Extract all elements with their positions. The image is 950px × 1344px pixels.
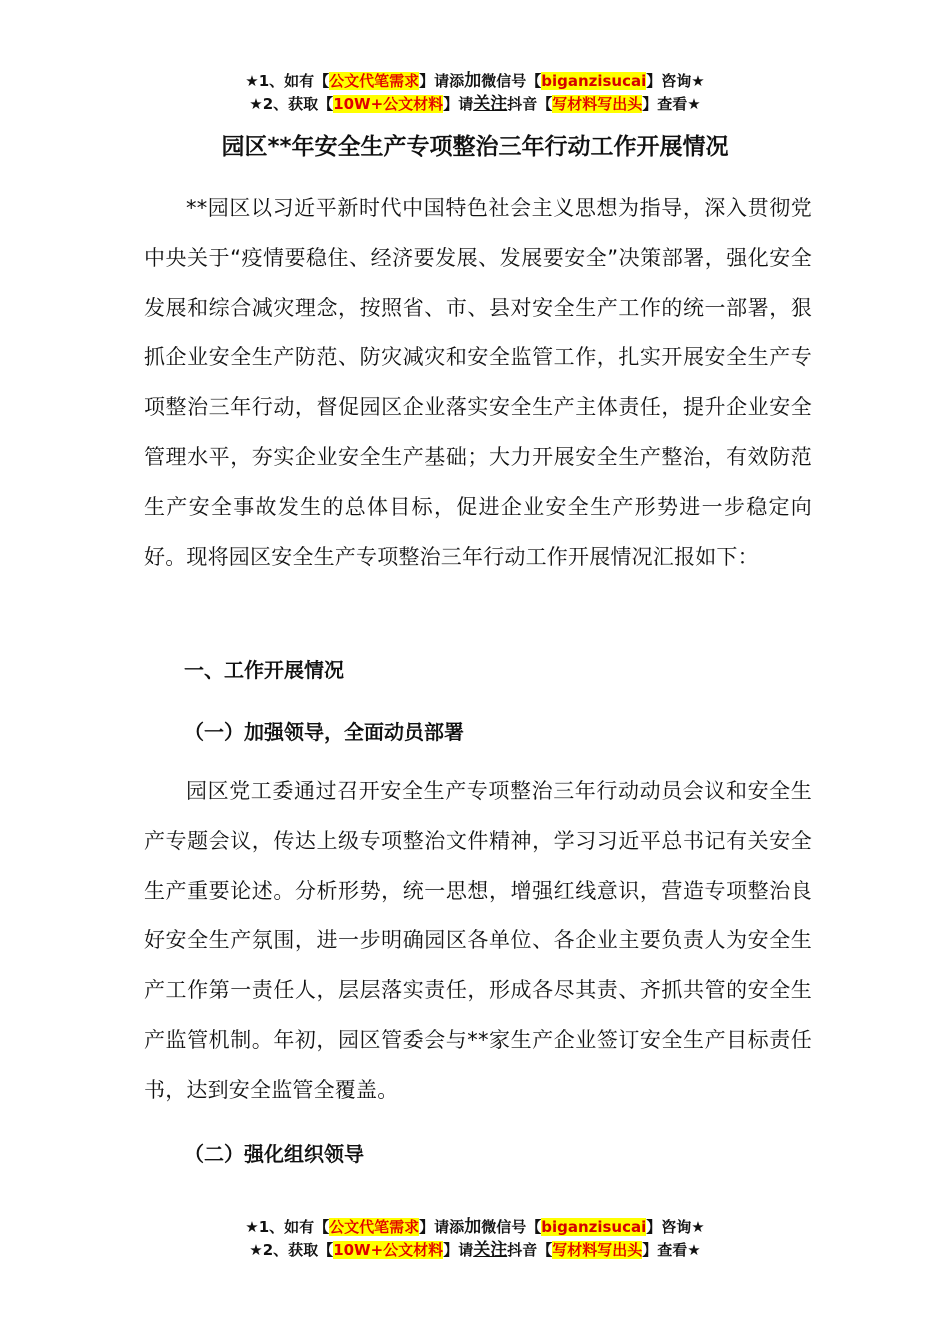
footer-line2-suffix: 】查看★ [642,1241,701,1259]
footer-banner-line-2 [0,1239,950,1262]
footer-line1-mid2: 微信号【 [481,1218,542,1236]
banner-line1-prefix: ★1、如有【 [245,72,330,90]
footer-banner-line-1 [0,1216,950,1239]
subsection-1-paragraph: 园区党工委通过召开安全生产专项整治三年行动动员会议和安全生产专题会议，传达上级专项整治文件精神，学习习近平总书记有关安全生产重要论述。分析形势，统一思想，增强红线意识，营造专项整治良好安全生产氛围，进一步明确园区各单位、各企业主要负责人为安全生产工作第一责任人，层层落实责任，形成各尽其责、齐抓共管的安全生产监管机制。年初，园区管委会与**家生产企业签订安全生产目标责任书，达到安全监管全覆盖。 [144,779,812,1102]
banner-line1-suffix: 】咨询★ [646,72,705,90]
footer-line2-mid2: 抖音【 [507,1241,553,1259]
footer-line2-mid1: 】请 [443,1241,474,1259]
section-heading-1: 一、工作开展情况 [184,658,344,682]
header-banner [0,70,950,116]
banner-line1-bold-word: 加 [464,71,482,91]
banner-highlight-douyin: 写材料写出头 [552,95,643,113]
banner-line-2 [0,93,950,116]
footer-line1-prefix: ★1、如有【 [245,1218,330,1236]
subsection-heading-2: （二）强化组织领导 [184,1142,364,1166]
footer-highlight-douyin: 写材料写出头 [552,1241,643,1259]
banner-line1-mid1: 】请添 [419,72,465,90]
subsection-2-heading-block [184,1138,852,1167]
subsection-1-body-block [144,767,812,1116]
subsection-heading-1: （一）加强领导，全面动员部署 [184,720,464,744]
banner-line-1 [0,70,950,93]
footer-highlight-wechat-id: biganzisucai [541,1218,647,1236]
banner-line2-mid2: 抖音【 [507,95,553,113]
intro-block [144,184,812,582]
banner-line2-suffix: 】查看★ [642,95,701,113]
banner-line2-prefix: ★2、获取【 [249,95,334,113]
subsection-1-heading-block [184,716,852,745]
document-title: 园区**年安全生产专项整治三年行动工作开展情况 [221,134,729,160]
banner-line1-mid2: 微信号【 [481,72,542,90]
footer-line1-mid1: 】请添 [419,1218,465,1236]
footer-line1-bold-word: 加 [464,1217,482,1237]
section-1-block [184,654,852,683]
footer-banner [0,1216,950,1262]
banner-line2-mid1: 】请 [443,95,474,113]
intro-paragraph: **园区以习近平新时代中国特色社会主义思想为指导，深入贯彻党中央关于“疫情要稳住、经济要发展、发展要安全”决策部署，强化安全发展和综合减灾理念，按照省、市、县对安全生产工作的统一部署，狠抓企业安全生产防范、防灾减灾和安全监管工作，扎实开展安全生产专项整治三年行动，督促园区企业落实安全生产主体责任，提升企业安全管理水平，夯实企业安全生产基础；大力开展安全生产整治，有效防范生产安全事故发生的总体目标，促进企业安全生产形势进一步稳定向好。现将园区安全生产专项整治三年行动工作开展情况汇报如下： [144,196,812,569]
banner-highlight-wechat-id: biganzisucai [541,72,647,90]
footer-line2-prefix: ★2、获取【 [249,1241,334,1259]
footer-highlight-materials: 10W+公文材料 [333,1241,444,1259]
banner-line2-underlined: 关注 [473,94,508,114]
footer-highlight-service: 公文代笔需求 [329,1218,420,1236]
footer-line2-underlined: 关注 [473,1240,508,1260]
banner-highlight-service: 公文代笔需求 [329,72,420,90]
banner-highlight-materials: 10W+公文材料 [333,95,444,113]
footer-line1-suffix: 】咨询★ [646,1218,705,1236]
